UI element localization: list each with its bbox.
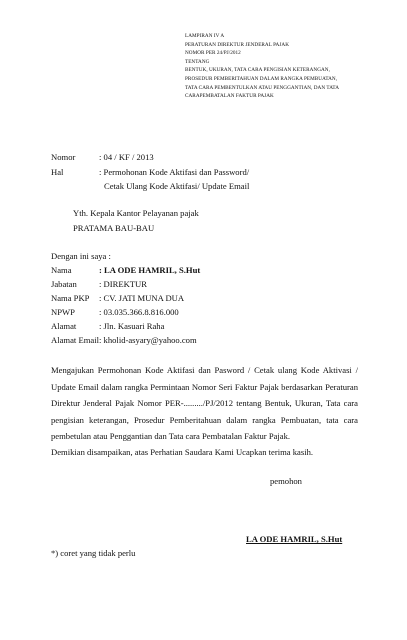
- nomor-label: Nomor: [51, 152, 76, 162]
- identity-intro-text: Dengan ini saya :: [51, 251, 111, 261]
- identity-label: NPWP: [51, 307, 75, 317]
- footnote-text: *) coret yang tidak perlu: [51, 548, 136, 558]
- lampiran-line: NOMOR PER 24/PJ/2012: [185, 50, 241, 57]
- closing-paragraph: Demikian disampaikan, atas Perhatian Saudara Kami Ucapkan terima kasih.: [51, 447, 314, 457]
- lampiran-line: TATA CARA PEMBENTULKAN ATAU PENGGANTIAN, DAN TATA: [185, 84, 340, 91]
- recipient-office: PRATAMA BAU-BAU: [73, 223, 155, 233]
- hal-value-line-2: Cetak Ulang Kode Aktifasi/ Update Email: [104, 181, 250, 191]
- identity-value: : LA ODE HAMRIL, S.Hut: [99, 265, 201, 275]
- lampiran-line: TENTANG: [185, 58, 210, 65]
- identity-value: : CV. JATI MUNA DUA: [99, 293, 185, 303]
- identity-label: Alamat Email: [51, 335, 99, 345]
- recipient-title: Yth. Kepala Kantor Pelayanan pajak: [73, 208, 199, 218]
- identity-label: Nama: [51, 265, 72, 275]
- signature-name-text: LA ODE HAMRIL, S.Hut: [246, 534, 343, 544]
- hal-value-line-1: : Permohonan Kode Aktifasi dan Password/: [99, 167, 250, 177]
- identity-label: Alamat: [51, 321, 77, 331]
- identity-value: : 03.035.366.8.816.000: [99, 307, 179, 317]
- identity-label: Jabatan: [51, 279, 77, 289]
- request-paragraph: Mengajukan Permohonan Kode Aktifasi dan Pasword / Cetak ulang Kode Aktivasi / Update Email dalam rangka Permintaan Nomor Seri Faktur Pajak berdasarkan Peraturan Direktur Jenderal Pajak Nomor PER-........./PJ/2012 tentang Bentuk, Ukuran, Tata cara pengisian keterangan, Prosedur Pemberitahuan dalam rangka Pembuatan, tata cara pembetulan atau Penggantian dan Tata cara Pembatalan Faktur Pajak.: [51, 365, 358, 442]
- lampiran-line: CARAPEMBATALAN FAKTUR PAJAK: [185, 93, 274, 100]
- identity-value: : DIREKTUR: [99, 279, 147, 289]
- lampiran-header: [185, 32, 385, 101]
- lampiran-line: BENTUK, UKURAN, TATA CARA PENGISIAN KETERANGAN,: [185, 67, 330, 74]
- nomor-value: : 04 / KF / 2013: [99, 152, 154, 162]
- identity-value: : kholid-asyary@yahoo.com: [99, 335, 197, 345]
- lampiran-line: LAMPIRAN IV A: [185, 33, 225, 39]
- signature-role-text: pemohon: [270, 476, 302, 486]
- lampiran-line: PROSEDUR PEMBERITAHUAN DALAM RANGKA PEMBUATAN,: [185, 75, 338, 82]
- hal-label: Hal: [51, 167, 64, 177]
- lampiran-line: PERATURAN DIREKTUR JENDERAL PAJAK: [185, 41, 290, 48]
- identity-value: : Jln. Kasuari Raha: [99, 321, 165, 331]
- identity-label: Nama PKP: [51, 293, 90, 303]
